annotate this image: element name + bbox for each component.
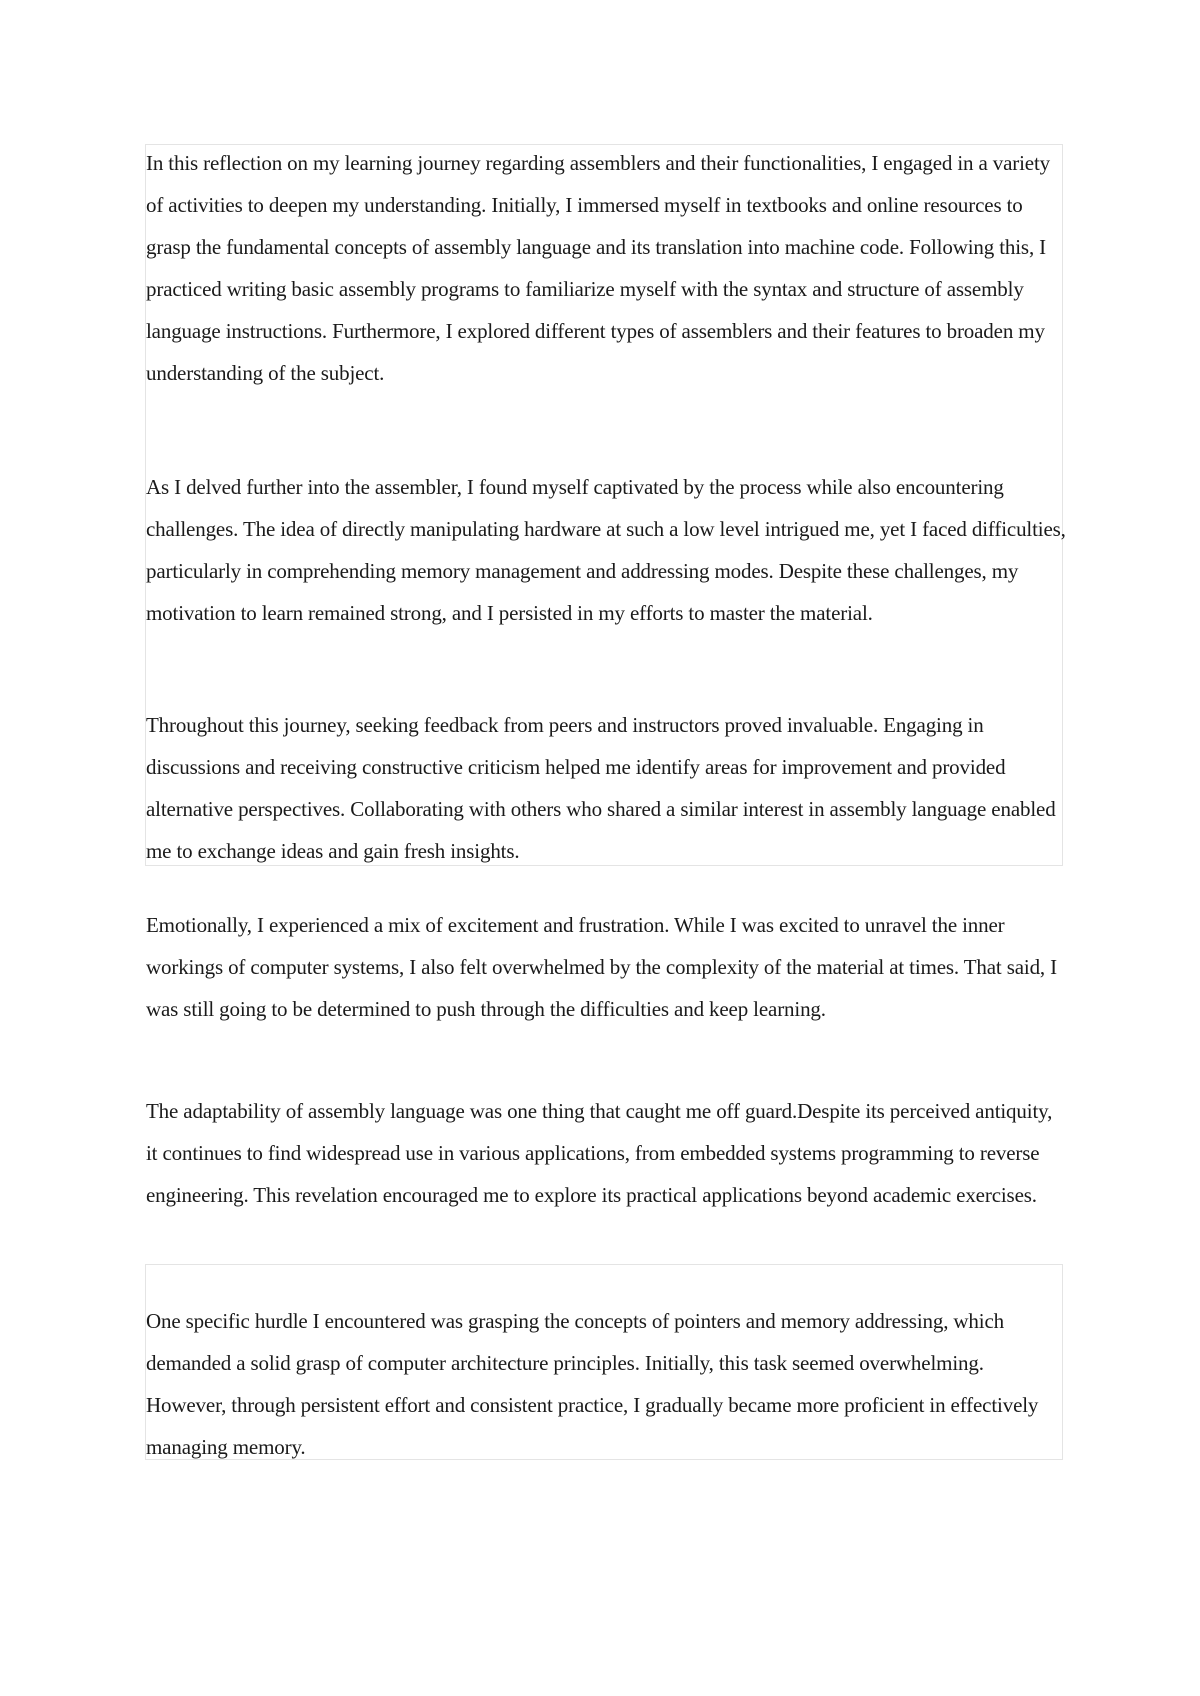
paragraph-adaptability: The adaptability of assembly language was one thing that caught me off guard.Despite its perceived antiquity, it continues to find widespread use in various applications, from embedded systems programming to reverse engineering. This revelation encouraged me to explore its practical applications beyond academic exercises. — [146, 1099, 1053, 1207]
paragraph-learning-activities: In this reflection on my learning journey regarding assemblers and their functionalities, I engaged in a variety of activities to deepen my understanding. Initially, I immersed myself in textbooks and online resources to grasp the fundamental concepts of assembly language and its translation into machine code. Following this, I practiced writing basic assembly programs to familiarize myself with the syntax and structure of assembly language instructions. Furthermore, I explored different types of assemblers and their features to broaden my understanding of the subject. — [146, 151, 1050, 385]
paragraph-feedback: Throughout this journey, seeking feedback from peers and instructors proved invaluable. Engaging in discussions and receiving constructive criticism helped me identify areas for improvement and provided alternative perspectives. Collaborating with others who shared a similar interest in assembly language enabled me to exchange ideas and gain fresh insights. — [146, 713, 1056, 863]
paragraph-challenges: As I delved further into the assembler, I found myself captivated by the process while also encountering challenges. The idea of directly manipulating hardware at such a low level intrigued me, yet I faced difficulties, particularly in comprehending memory management and addressing modes. Despite these challenges, my motivation to learn remained strong, and I persisted in my efforts to master the material. — [146, 475, 1066, 625]
paragraph-emotions: Emotionally, I experienced a mix of excitement and frustration. While I was excited to unravel the inner workings of computer systems, I also felt overwhelmed by the complexity of the material at times. That said, I was still going to be determined to push through the difficulties and keep learning. — [146, 913, 1057, 1021]
paragraph-pointers-hurdle: One specific hurdle I encountered was grasping the concepts of pointers and memory addressing, which demanded a solid grasp of computer architecture principles. Initially, this task seemed overwhelming. However, through persistent effort and consistent practice, I gradually became more proficient in effectively managing memory. — [146, 1309, 1039, 1459]
